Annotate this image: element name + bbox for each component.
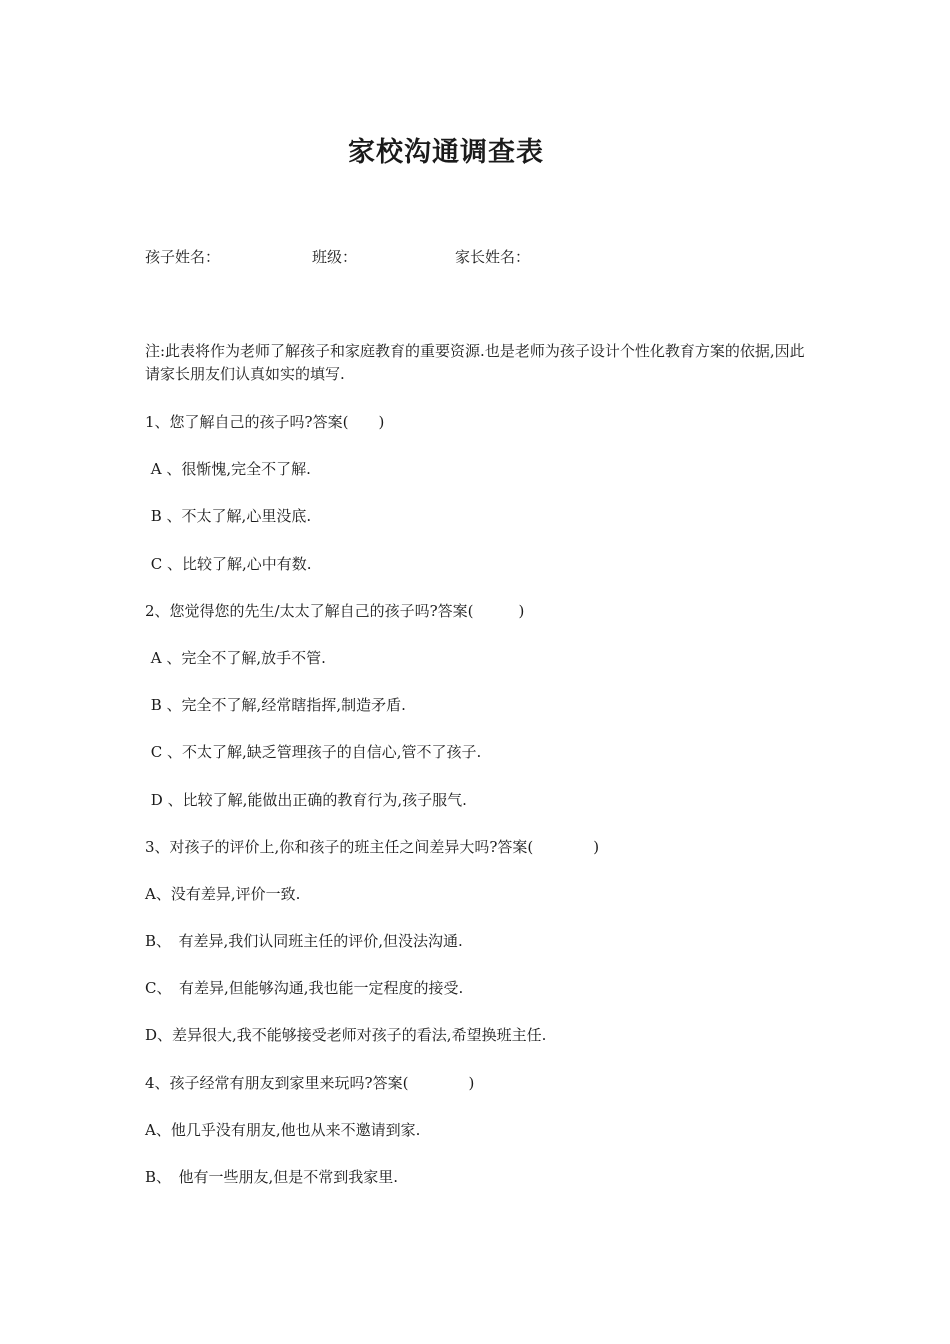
question-4-option-b: B、 他有一些朋友,但是不常到我家里.: [145, 1168, 399, 1186]
question-list: [145, 412, 825, 1214]
question-3-option-b: B、 有差异,我们认同班主任的评价,但没法沟通.: [145, 932, 463, 951]
question-2-option-d: D 、比较了解,能做出正确的教育行为,孩子服气.: [146, 790, 467, 809]
question-2-option-c: C 、不太了解,缺乏管理孩子的自信心,管不了孩子.: [146, 743, 482, 762]
child-name-label: 孩子姓名：: [145, 248, 221, 266]
question-1: 1、您了解自己的孩子吗?答案( ): [145, 413, 385, 431]
question-4: 4、孩子经常有朋友到家里来玩吗?答案( ): [145, 1073, 475, 1092]
parent-name-label: 家长姓名：: [455, 248, 531, 266]
question-3: 3、对孩子的评价上,你和孩子的班主任之间差异大吗?答案( ): [145, 837, 600, 856]
question-2-option-a: A 、完全不了解,放手不管.: [146, 648, 326, 667]
class-label: 班级：: [312, 248, 358, 266]
page-title: 家校沟通调查表: [348, 137, 544, 168]
question-1-option-b: B 、不太了解,心里没底.: [146, 507, 312, 526]
question-4-option-a: A、他几乎没有朋友,他也从来不邀请到家.: [145, 1120, 421, 1139]
question-3-option-a: A、没有差异,评价一致.: [145, 884, 301, 903]
info-row: [145, 246, 745, 266]
note-paragraph: 注:此表将作为老师了解孩子和家庭教育的重要资源.也是老师为孩子设计个性化教育方案的依据,因此请家长朋友们认真如实的填写.: [145, 342, 805, 383]
question-2-option-b: B 、完全不了解,经常瞎指挥,制造矛盾.: [146, 696, 406, 715]
question-1-option-c: C 、比较了解,心中有数.: [146, 554, 312, 573]
question-3-option-c: C、 有差异,但能够沟通,我也能一定程度的接受.: [145, 979, 464, 998]
question-3-option-d: D、差异很大,我不能够接受老师对孩子的看法,希望换班主任.: [145, 1026, 547, 1045]
question-1-option-a: A 、很惭愧,完全不了解.: [146, 460, 311, 479]
question-2: 2、您觉得您的先生/太太了解自己的孩子吗?答案( ): [145, 601, 525, 620]
